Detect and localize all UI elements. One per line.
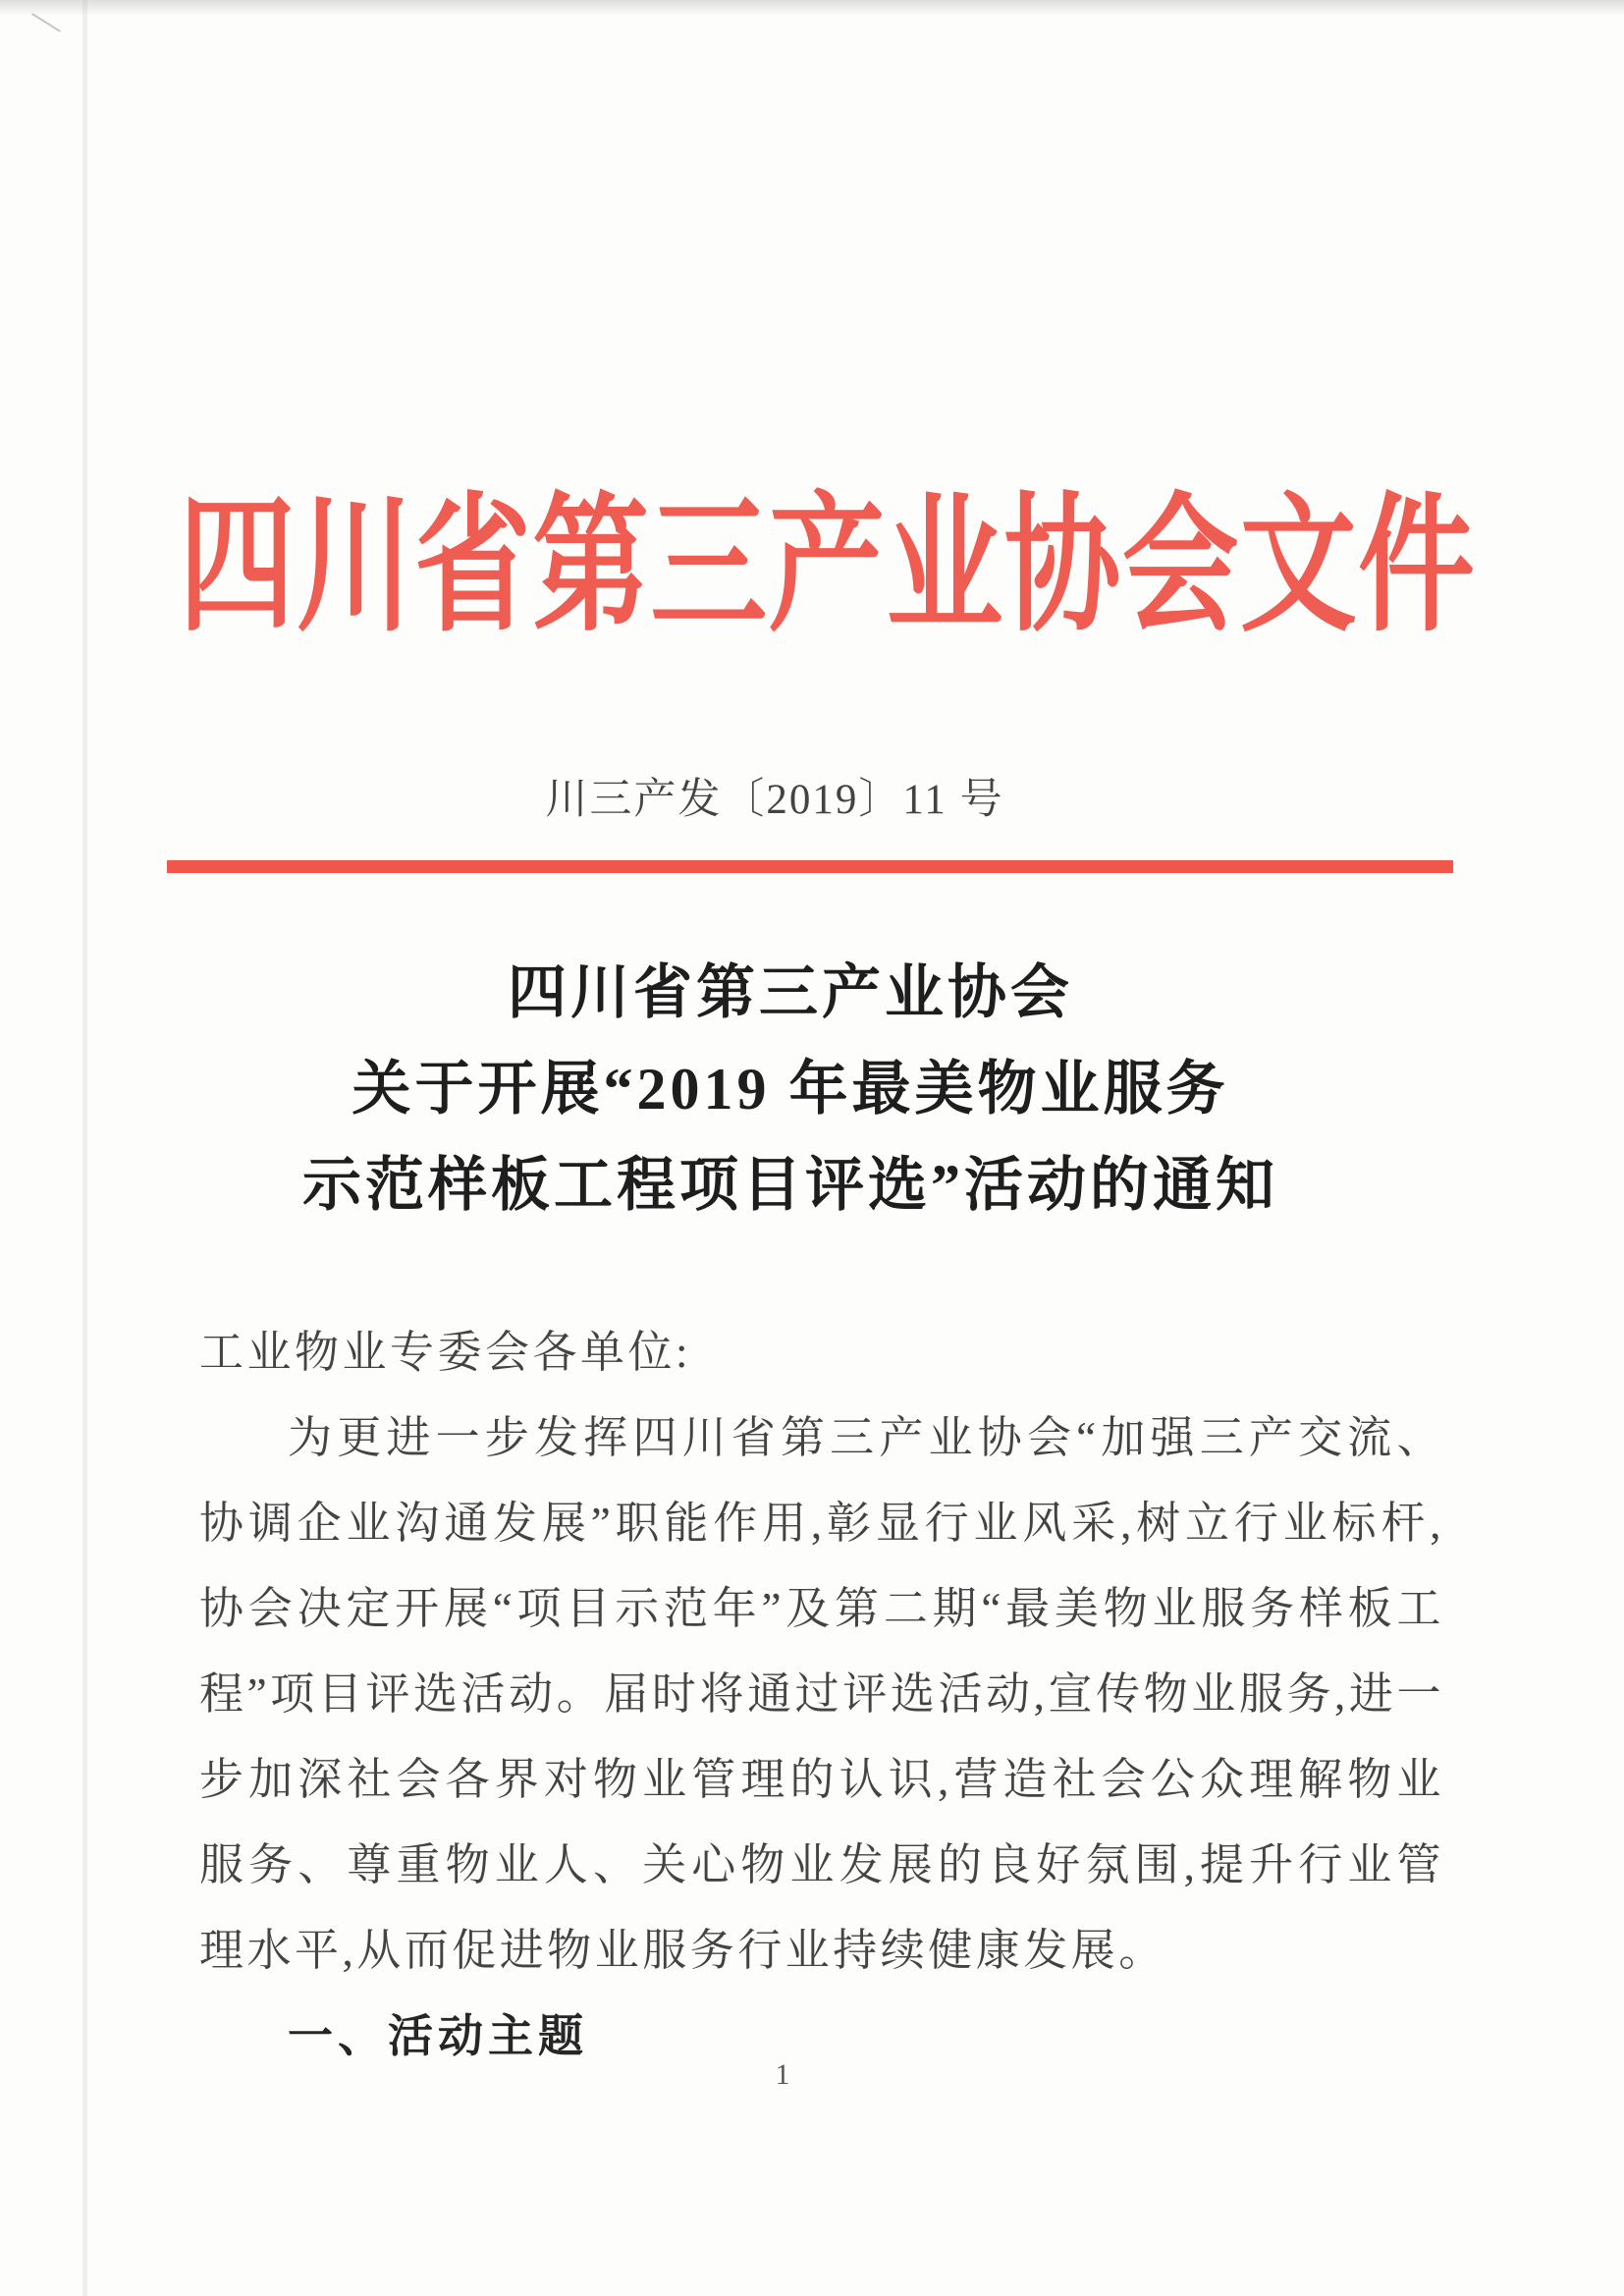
notice-title [0, 945, 1602, 1233]
section-heading: 一、活动主题 [288, 2010, 588, 2061]
letterhead-title: 四川省第三产业协会文件 [178, 484, 1477, 649]
notice-title-line-2: 关于开展“2019 年最美物业服务 [352, 1057, 1229, 1121]
body-paragraph: 为更进一步发挥四川省第三产业协会“加强三产交流、协调企业沟通发展”职能作用,彰显行业风采,树立行业标杆,协会决定开展“项目示范年”及第二期“最美物业服务样板工程”项目评选活动。届时将通过评选活动,宣传物业服务,进一步加深社会各界对物业管理的认识,营造社会公众理解物业服务、尊重物业人、关心物业发展的良好氛围,提升行业管理水平,从而促进物业服务行业持续健康发展。 [199, 1413, 1444, 1975]
red-divider-line [167, 860, 1453, 873]
document-reference-number: 川三产发〔2019〕11 号 [545, 777, 1004, 823]
notice-title-line-1: 四川省第三产业协会 [508, 960, 1073, 1025]
notice-title-line-3: 示范样板工程项目评选”活动的通知 [302, 1153, 1278, 1218]
page-number: 1 [775, 2058, 790, 2091]
scan-artifact-corner-mark [31, 13, 61, 32]
document-body [199, 1310, 1444, 2079]
scan-artifact-top-edge [0, 0, 1624, 16]
salutation: 工业物业专委会各单位: [199, 1328, 692, 1377]
